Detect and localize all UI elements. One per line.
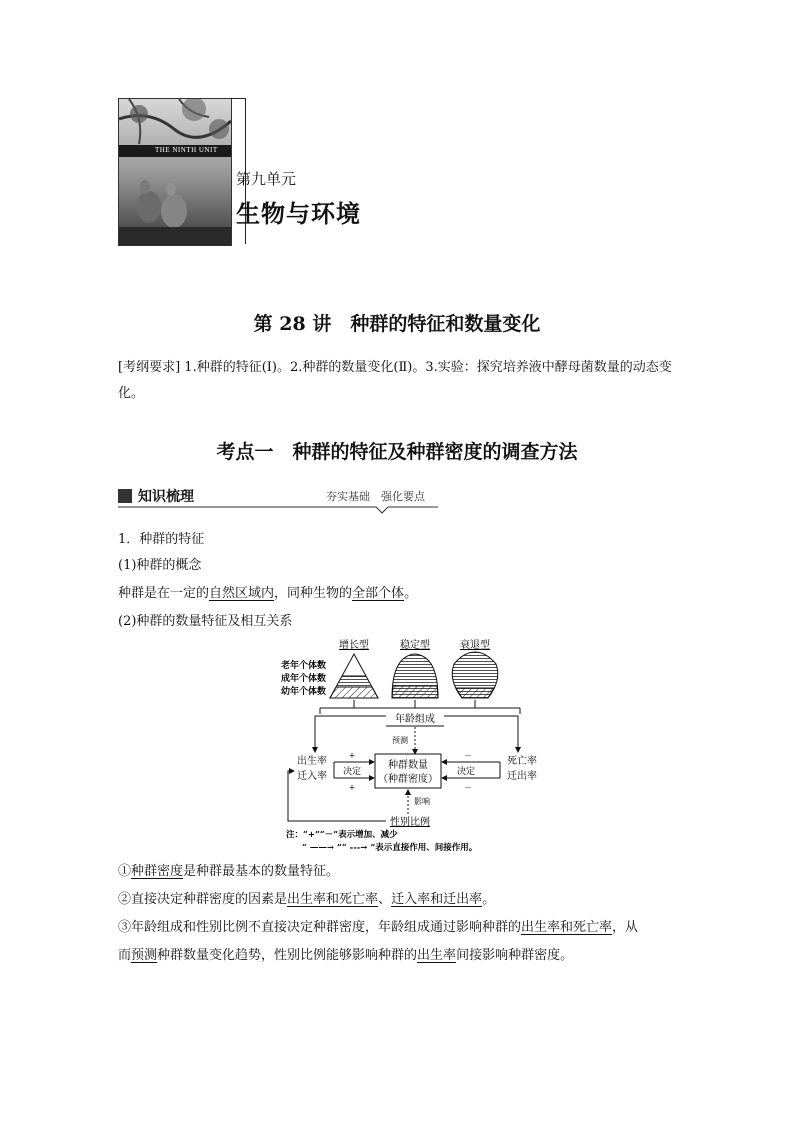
text-span: 间接影响种群密度。 <box>456 948 574 963</box>
center-line2: （种群密度） <box>378 774 438 785</box>
sex-ratio-label: 性别比例 <box>390 817 430 828</box>
note-line1: 注：“+”“－”表示增加、减少 <box>286 830 398 840</box>
item-number: ① <box>118 864 132 879</box>
point-item-1 <box>118 862 339 882</box>
plus-sign-lower: + <box>348 783 356 792</box>
text-span: 是种群最基本的数量特征。 <box>183 864 340 879</box>
emigration-label: 迁出率 <box>507 771 537 782</box>
text-span: 直接决定种群密度的因素是 <box>131 892 288 907</box>
age-structure-label: 年龄组成 <box>395 714 435 725</box>
note-line2: “ ——→ ”“ ---→ ”表示直接作用、间接作用。 <box>302 843 478 853</box>
deer-photo-illustration <box>119 99 231 245</box>
definition-line <box>118 584 417 604</box>
knowledge-title: 知识梳理 <box>138 489 194 505</box>
subsection-concept: (1)种群的概念 <box>118 558 202 573</box>
minus-sign-lower: － <box>464 783 472 792</box>
growth-pyramid <box>330 654 378 698</box>
answer-blank: 种群密度 <box>131 864 184 879</box>
requirements-text: 1.种群的特征(Ⅰ)。2.种群的数量变化(Ⅱ)。3.实验：探究培养液中酵母菌数量的动态变化。 <box>118 360 672 401</box>
point-item-2 <box>118 890 495 910</box>
minus-sign-upper: － <box>464 751 472 760</box>
point-item-3-line1 <box>118 918 638 938</box>
unit-cover-photo <box>118 98 232 246</box>
unit-label: 第九单元 <box>236 170 297 188</box>
text-span: 年龄组成和性别比例不直接决定种群密度，年龄组成通过影响种群的 <box>131 920 522 935</box>
item-number: ② <box>118 892 132 907</box>
declining-pyramid <box>452 652 498 698</box>
text-span: ，从 <box>612 920 639 935</box>
decide-label-left: 决定 <box>342 767 362 777</box>
item-number: ③ <box>118 920 132 935</box>
answer-blank: 出生率 <box>417 948 457 963</box>
exam-requirements <box>118 355 678 407</box>
age-label-young: 幼年个体数 <box>280 687 326 697</box>
answer-blank: 自然区域内 <box>209 586 275 601</box>
frame-line-horizontal <box>230 98 246 99</box>
unit-title: 生物与环境 <box>236 200 361 228</box>
point-item-3-line2 <box>118 946 573 966</box>
plus-sign-upper: + <box>348 751 356 760</box>
answer-blank: 全部个体 <box>352 586 405 601</box>
text-span: 。 <box>404 586 418 601</box>
subsection-features: (2)种群的数量特征及相互关系 <box>118 614 293 629</box>
population-feature-diagram <box>250 634 550 854</box>
answer-blank: 出生率和死亡率 <box>287 892 379 907</box>
text-span: 种群是在一定的 <box>118 586 210 601</box>
point-title: 考点一 种群的特征及种群密度的调查方法 <box>216 441 578 463</box>
decide-label-right: 决定 <box>456 767 476 777</box>
text-span: 。 <box>482 892 496 907</box>
section-heading: 1．种群的特征 <box>118 532 205 547</box>
immigration-label: 迁入率 <box>297 771 327 782</box>
lesson-title: 第 28 讲 种群的特征和数量变化 <box>253 313 541 335</box>
center-line1: 种群数量 <box>388 760 428 771</box>
predict-label: 预测 <box>392 736 408 745</box>
text-span: ，同种生物的 <box>274 586 353 601</box>
type-label-stable: 稳定型 <box>400 640 430 651</box>
answer-blank: 预测 <box>131 948 158 963</box>
birth-rate-label: 出生率 <box>297 756 327 767</box>
answer-blank: 迁入率和迁出率 <box>391 892 483 907</box>
knowledge-tagline: 夯实基础 强化要点 <box>326 490 425 503</box>
text-span: 、 <box>378 892 392 907</box>
answer-blank: 出生率和死亡率 <box>521 920 613 935</box>
type-label-growth: 增长型 <box>339 640 369 651</box>
text-span: 而 <box>118 948 132 963</box>
death-rate-label: 死亡率 <box>507 756 537 767</box>
age-label-old: 老年个体数 <box>280 661 326 671</box>
requirements-tag: [考纲要求] <box>118 360 181 375</box>
age-label-adult: 成年个体数 <box>280 674 326 684</box>
unit-photo-caption: THE NINTH UNIT <box>155 146 218 154</box>
stable-pyramid <box>392 654 438 698</box>
affect-label: 影响 <box>414 797 430 806</box>
text-span: 种群数量变化趋势，性别比例能够影响种群的 <box>157 948 418 963</box>
type-label-decline: 衰退型 <box>460 640 490 651</box>
banner-square-icon <box>118 489 132 503</box>
banner-underline <box>118 504 438 516</box>
